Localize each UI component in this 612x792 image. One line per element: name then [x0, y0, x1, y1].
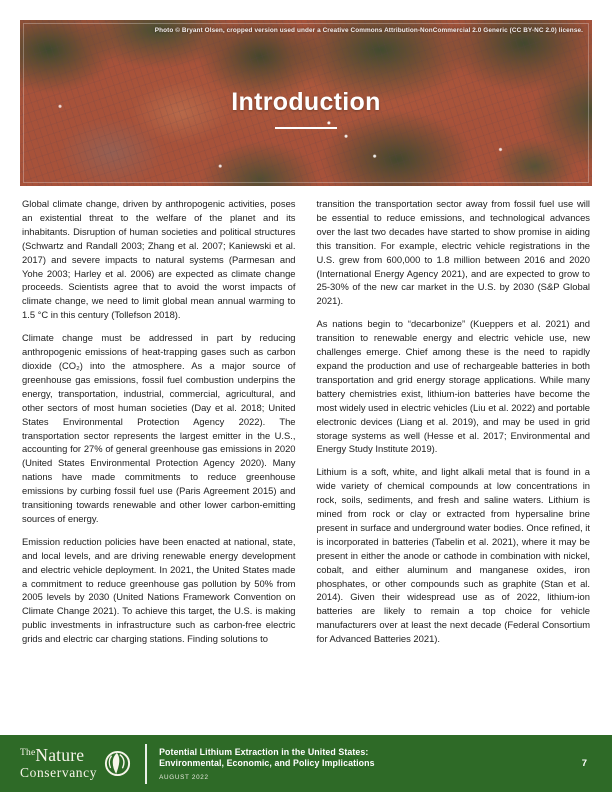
paragraph: Emission reduction policies have been enacted at national, state, and local levels, and are driving renewable energy development and electric vehicle deployment. In 2021, the United States made a commitment to reduce greenhouse gas pollution by 50% from 2005 levels by 2030 (United Nations Framework Convention on Climate Change 2021). To achieve this target, the U.S. is making public investments in infrastructure such as carbon-free electric grids and electric car charging stations. Finding solutions to	[22, 535, 296, 645]
page-number: 7	[581, 758, 587, 769]
paragraph: Lithium is a soft, white, and light alkali metal that is found in a wide variety of chemical compounds at low concentrations in rock, soils, sediments, and fresh and saline waters. Lithium is mined from rock or clay or extracted from hypersaline brine present in surface and underground water bodies. Once refined, it is incorporated in batteries (Tabelin et al. 2021), where it may be present in either the anode or cathode in combination with nickel, cobalt, and either aluminum and manganese oxides, iron phosphates, or other compounds such as graphite (Stan et al. 2014). Given their widespread use as of 2022, lithium-ion batteries are likely to remain a top choice for vehicle manufacturers over at least the next decade (Federal Consortium for Advanced Batteries 2021).	[316, 466, 590, 645]
page-title: Introduction	[231, 88, 381, 116]
footer-divider	[145, 744, 147, 784]
body-columns	[22, 197, 590, 655]
left-column	[22, 197, 296, 655]
paragraph: As nations begin to “decarbonize” (Kueppers et al. 2021) and transition to renewable energy and electric vehicle use, new challenges emerge. Chief among these is the need to rapidly expand the production and use of rechargeable batteries in both transportation and grid energy storage applications. While many battery chemistries exist, lithium-ion batteries have become the most widely used in electric vehicles (Liu et al. 2022) and portable electronic devices (Liang et al. 2019), and may be used in grid storage systems as well (Hesse et al. 2017; Environmental and Energy Study Institute 2019).	[316, 318, 590, 455]
logo-word-the: The	[20, 748, 36, 759]
photo-credit: Photo © Bryant Olsen, cropped version used under a Creative Commons Attribution-NonCommercial 2.0 Generic (CC BY-NC 2.0) license.	[154, 27, 583, 34]
report-title-line1: Potential Lithium Extraction in the United States:	[159, 746, 369, 757]
logo-word-conservancy: Conservancy	[20, 765, 98, 781]
title-underline-rule	[275, 127, 337, 129]
globe-leaf-icon	[104, 750, 131, 777]
logo-line1	[20, 747, 97, 765]
right-column	[317, 197, 591, 655]
report-date: AUGUST 2022	[159, 773, 209, 781]
logo-wordmark	[20, 747, 97, 780]
paragraph: Climate change must be addressed in part by reducing anthropogenic emissions of heat-trapping gases such as carbon dioxide (CO₂) into the atmosphere. As a major source of greenhouse gas emissions, fossil fuel combustion underpins the energy, transportation, industrial, commercial, agricultural, and other sectors of most human societies (Day et al. 2018; United States Environmental Protection Agency 2022). The transportation sector represents the largest emitter in the U.S., accounting for 27% of general greenhouse gas emissions in 2020 (United States Environmental Protection Agency 2020). Many nations have made commitments to reduce greenhouse emissions by curbing fossil fuel use (Paris Agreement 2015) and transitioning towards renewable and other lower carbon-emitting sources of energy.	[22, 332, 296, 524]
nature-conservancy-logo	[20, 747, 131, 780]
report-title-line2: Environmental, Economic, and Policy Implications	[159, 758, 375, 768]
page-footer	[0, 735, 612, 792]
paragraph: transition the transportation sector away from fossil fuel use will be essential to reduce emissions, and technological advances over the last two decades have started to show promise in aiding this transition. For example, electric vehicle registrations in the U.S. grew from 600,000 to 1.8 million between 2016 and 2020 (International Energy Agency 2021), and are expected to grow to 25-30% of the new car market in the U.S. by 2030 (S&P Global 2021).	[316, 198, 590, 307]
logo-word-nature: Nature	[35, 745, 85, 766]
header-photo-desert-shrubs	[20, 20, 592, 186]
footer-report-title	[159, 747, 374, 781]
paragraph: Global climate change, driven by anthropogenic activities, poses an existential threat to the welfare of the planet and its inhabitants. Disruption of human societies and political structures (Schwartz and Randall 2003; Zhang et al. 2007; Kaniewski et al. 2017) and severe impacts to natural systems (Parmesan and Yohe 2003; Harley et al. 2006) are expected as climate change proceeds. Scientists agree that to avoid the worst impacts of climate change, we need to limit global mean annual warming to 1.5 °C in this century (Tollefson 2018).	[22, 198, 296, 321]
